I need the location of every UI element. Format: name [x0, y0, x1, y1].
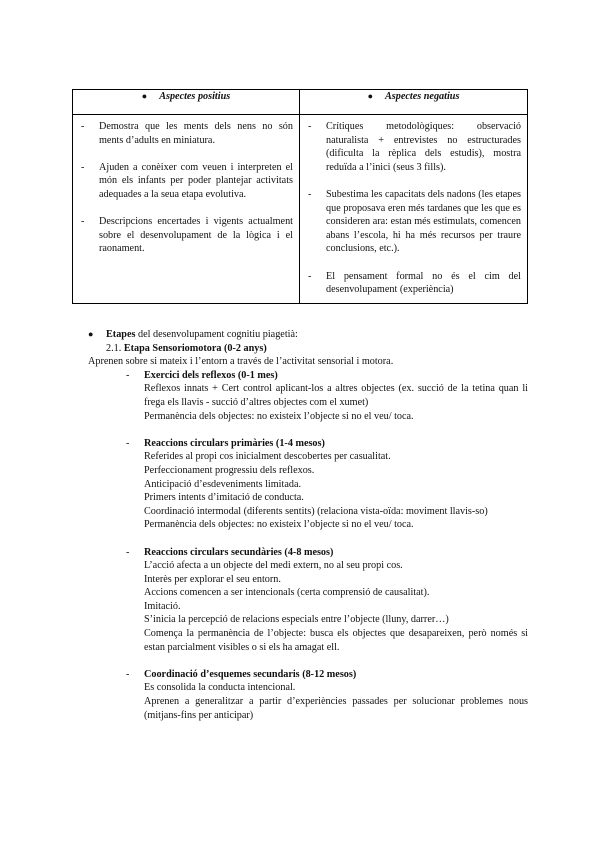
stage-line: S’inicia la percepció de relacions especials entre l’objecte (lluny, darrer…)	[144, 614, 449, 626]
dash-icon: -	[81, 216, 85, 228]
stage-line: Primers intents d’imitació de conducta.	[144, 492, 304, 504]
stage-line: Referides al propi cos inicialment descobertes per casualitat.	[144, 451, 391, 463]
negative-item: - Crítiques metodològiques: observació naturalista + entrevistes no estructurades (dificulta la rèplica dels estudis), mostra reduïda a l’inici (seus 3 fills).	[308, 121, 521, 173]
spacer	[88, 423, 528, 437]
stage-line: Anticipació d’esdeveniments limitada.	[144, 478, 302, 490]
stage-line: Es consolida la conducta intencional.	[144, 682, 296, 694]
dash-icon: -	[81, 161, 85, 173]
dash-icon: -	[126, 546, 130, 558]
negative-item: - El pensament formal no és el cim del desenvolupament (experiència)	[308, 270, 521, 296]
stage-title: Coordinació d’esquemes secundaris (8-12 mesos)	[144, 668, 357, 680]
negative-list	[306, 120, 521, 297]
dash-icon: -	[126, 369, 130, 381]
stage-block	[88, 546, 528, 655]
stage-block	[88, 369, 528, 423]
header-positive: ● Aspectes positius	[73, 90, 300, 115]
spacer	[88, 532, 528, 546]
bullet-icon: ●	[88, 329, 94, 339]
stage-line: Permanència dels objectes: no existeix l’objecte si no el veu/ toca.	[144, 519, 414, 531]
stage-list	[88, 369, 528, 722]
stage-line: Comença la permanència de l’objecte: busca els objectes que desapareixen, però només si estan parcialment visibles o si els ha amagat ell.	[144, 628, 528, 653]
stage-title: Reaccions circulars secundàries (4-8 mesos)	[144, 546, 334, 558]
dash-icon: -	[81, 121, 85, 132]
section-description: Aprenen sobre si mateix i l’entorn a través de l’activitat sensorial i motora.	[88, 356, 394, 368]
intro-text: del desenvolupament cognitiu piagetià:	[135, 329, 298, 340]
negative-cell	[300, 115, 528, 304]
stages-intro	[88, 328, 528, 342]
bullet-icon: ●	[367, 91, 373, 101]
intro-bold: Etapes	[106, 329, 136, 340]
pros-cons-table	[72, 89, 528, 304]
dash-icon: -	[126, 437, 130, 449]
positive-item: - Descripcions encertades i vigents actualment sobre el desenvolupament de la lògica i el raonament.	[81, 216, 293, 255]
stage-line: L’acció afecta a un objecte del medi extern, no al seu propi cos.	[144, 560, 403, 572]
main-content	[88, 328, 528, 722]
stage-block	[88, 437, 528, 532]
stage-line: Imitació.	[144, 600, 181, 612]
dash-icon: -	[308, 270, 312, 282]
section-heading: 2.1. Etapa Sensoriomotora (0-2 anys)	[106, 342, 267, 354]
negative-item: - Subestima les capacitats dels nadons (les etapes que proposava eren més tardanes que les que es consideren ara: estan més estimulats, comencen abans l’escola, hi ha més recursos per traure conclusions, etc.).	[308, 188, 521, 255]
positive-item: - Ajuden a conèixer com veuen i interpreten el món els infants per poder plantejar activitats adequades a la seua etapa evolutiva.	[81, 161, 293, 200]
dash-icon: -	[308, 188, 312, 200]
positive-cell	[73, 115, 300, 304]
dash-icon: -	[126, 668, 130, 680]
stage-block	[88, 668, 528, 722]
positive-list	[79, 120, 293, 256]
stage-line: Coordinació intermodal (diferents sentits) (relaciona vista-oïda: moviment llavis-so)	[144, 505, 488, 517]
stage-line: Permanència dels objectes: no existeix l’objecte si no el veu/ toca.	[144, 410, 414, 422]
bullet-icon: ●	[141, 91, 148, 101]
header-negative: ● Aspectes negatius	[300, 90, 528, 115]
dash-icon: -	[308, 121, 312, 132]
stage-line: Reflexos innats + Cert control aplicant-los a altres objectes (ex. succió de la tetina quan li frega els llavis - succió d’altres objectes com el xumet)	[144, 383, 528, 408]
stage-line: Interès per explorar el seu entorn.	[144, 573, 281, 585]
spacer	[88, 654, 528, 668]
positive-item: - Demostra que les ments dels nens no són ments d’adults en miniatura.	[81, 121, 293, 146]
stage-line: Perfeccionament progressiu dels reflexos.	[144, 464, 315, 476]
stage-line: Accions comencen a ser intencionals (certa comprensió de causalitat).	[144, 587, 430, 599]
stage-title: Exercici dels reflexos (0-1 mes)	[144, 369, 278, 381]
stage-title: Reaccions circulars primàries (1-4 mesos)	[144, 437, 325, 449]
stage-line: Aprenen a generalitzar a partir d’experiències passades per solucionar problemes nous (mitjans-fins per anticipar)	[144, 696, 528, 721]
